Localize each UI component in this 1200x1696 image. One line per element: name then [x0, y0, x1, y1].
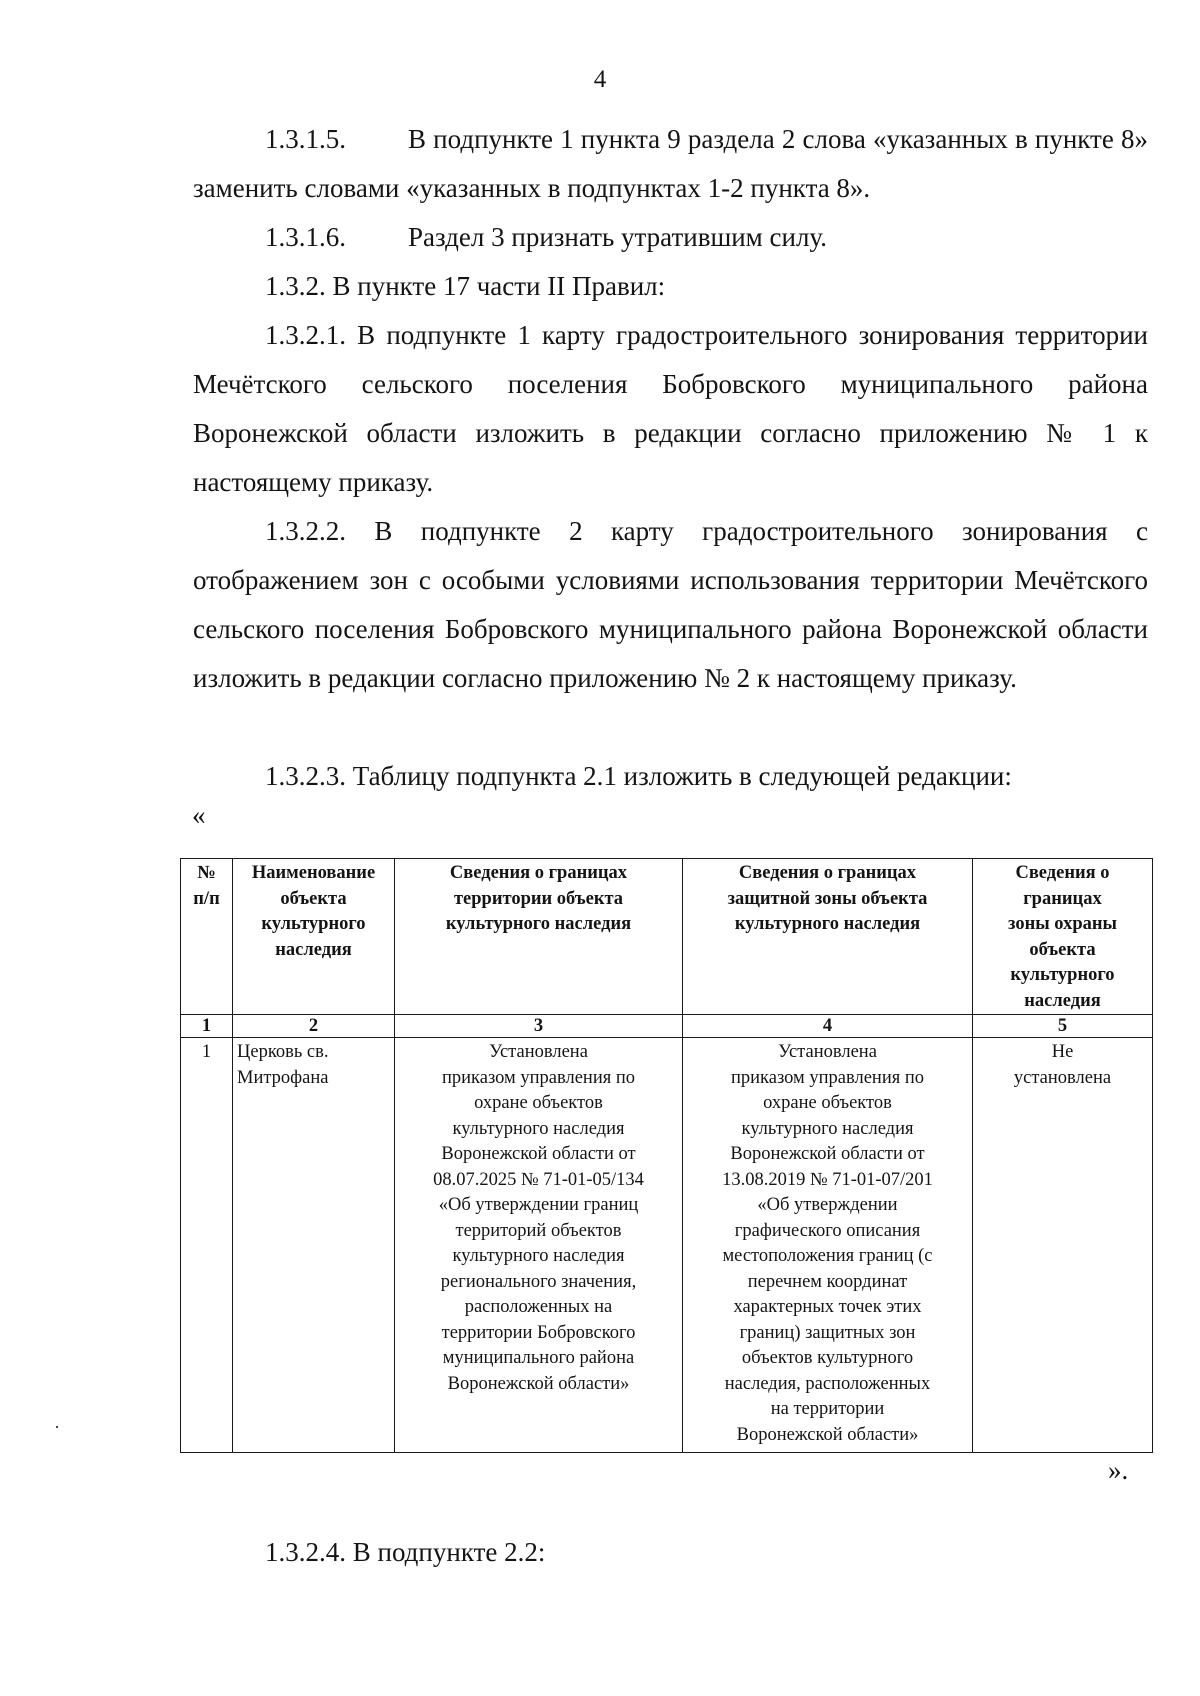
column-number: 3	[395, 1015, 683, 1038]
paragraph-1-3-2-2: 1.3.2.2. В подпункте 2 карту градостроительного зонирования с отображением зон с особыми условиями использования территории Мечётского сельского поселения Бобровского муниципального района Воронежской области изложить в редакции согласно приложению № 2 к настоящему приказу.	[193, 516, 1148, 693]
column-number: 4	[683, 1015, 973, 1038]
paragraph-1-3-2-3: 1.3.2.3. Таблицу подпункта 2.1 изложить в следующей редакции:	[265, 761, 1012, 791]
paragraph-text: В подпункте 1 пункта 9 раздела 2 слова «указанных в пункте 8» заменить словами «указанных в подпунктах 1-2 пункта 8».	[193, 124, 1148, 203]
territory-info: Установлена приказом управления по охране объектов культурного наследия Воронежской области от 08.07.2025 № 71-01-05/134 «Об утверждении границ территорий объектов культурного наследия регионального значения, расположенных на территории Бобровского муниципального района Воронежской области»	[395, 1038, 683, 1453]
heritage-objects-table	[180, 858, 1153, 1453]
object-name: Церковь св. Митрофана	[233, 1038, 395, 1453]
column-number: 2	[233, 1015, 395, 1038]
closing-quote: ».	[1108, 1455, 1129, 1485]
table-row	[181, 1038, 1153, 1453]
paragraph-number: 1.3.1.6.	[265, 222, 346, 252]
protection-zone-info: Не установлена	[973, 1038, 1153, 1453]
paragraph-1-3-2: 1.3.2. В пункте 17 части II Правил:	[265, 271, 666, 301]
paragraph-1-3-2-4: 1.3.2.4. В подпункте 2.2:	[265, 1537, 546, 1567]
header-territory-boundaries: Сведения о границах территории объекта культурного наследия	[395, 859, 683, 1015]
column-number: 1	[181, 1015, 233, 1038]
paragraph-number: 1.3.1.5.	[265, 124, 346, 154]
paragraph-1-3-1-6	[265, 213, 827, 262]
opening-quote: «	[192, 800, 206, 830]
column-number: 5	[973, 1015, 1153, 1038]
table-column-numbers-row	[181, 1015, 1153, 1038]
page-number: 4	[593, 66, 607, 93]
row-number: 1	[181, 1038, 233, 1453]
header-number: № п/п	[181, 859, 233, 1015]
header-protection-zone-boundaries: Сведения о границах зоны охраны объекта культурного наследия	[973, 859, 1153, 1015]
paragraph-text: Раздел 3 признать утратившим силу.	[408, 222, 827, 252]
header-object-name: Наименование объекта культурного наследия	[233, 859, 395, 1015]
header-protective-zone-boundaries: Сведения о границах защитной зоны объекта культурного наследия	[683, 859, 973, 1015]
paragraph-1-3-2-1: 1.3.2.1. В подпункте 1 карту градостроительного зонирования территории Мечётского сельского поселения Бобровского муниципального района Воронежской области изложить в редакции согласно приложению № 1 к настоящему приказу.	[193, 320, 1148, 497]
table-header-row	[181, 859, 1153, 1015]
scan-speck	[56, 1426, 58, 1428]
protective-zone-info: Установлена приказом управления по охране объектов культурного наследия Воронежской области от 13.08.2019 № 71-01-07/201 «Об утверждении графического описания местоположения границ (с перечнем координат характерных точек этих границ) защитных зон объектов культурного наследия, расположенных на территории Воронежской области»	[683, 1038, 973, 1453]
paragraph-1-3-1-5	[193, 115, 1148, 213]
